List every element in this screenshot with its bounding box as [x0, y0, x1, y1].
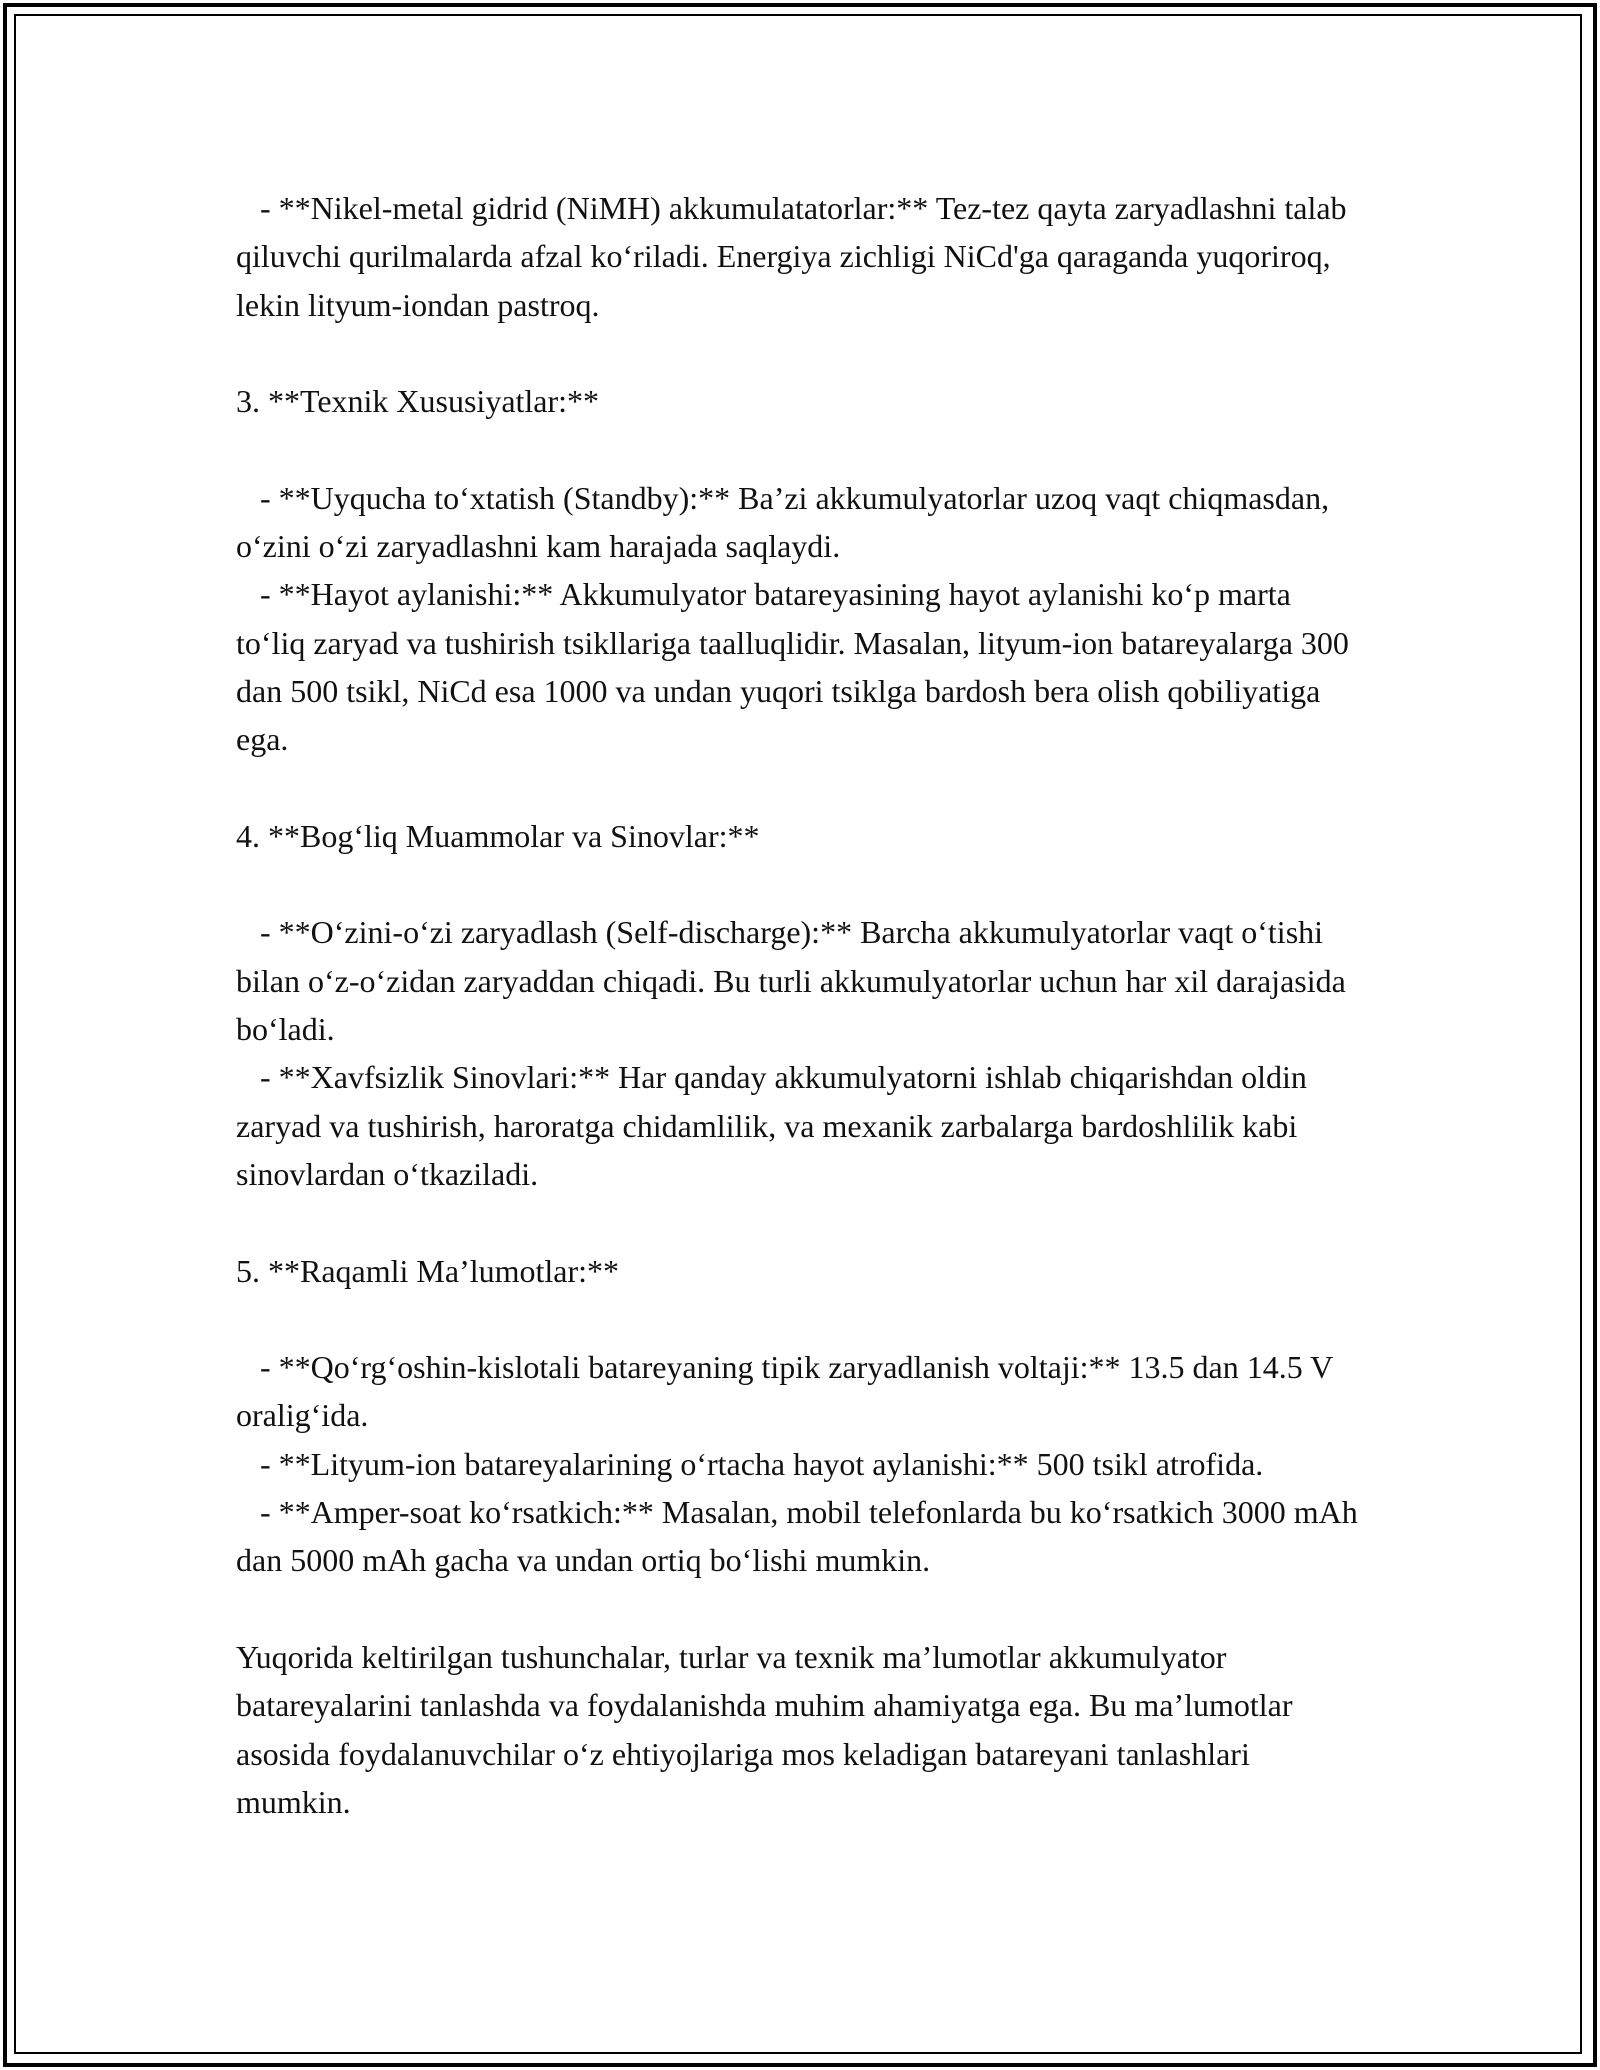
- conclusion-paragraph: Yuqorida keltirilgan tushunchalar, turlar va texnik ma’lumotlar akkumulyator batareyalarini tanlashda va foydalanishda muhim ahamiyatga ega. Bu ma’lumotlar asosida foydalanuvchilar o‘z ehtiyojlariga mos keladigan batareyani tanlashlari mumkin.: [236, 1638, 1301, 1820]
- safety-tests-bullet: - **Xavfsizlik Sinovlari:** Har qanday akkumulyatorni ishlab chiqarishdan oldin zaryad va tushirish, haroratga chidamlilik, va mexanik zarbalarga bardoshlilik kabi sinovlardan o‘tkaziladi.: [236, 1059, 1315, 1192]
- self-discharge-bullet: - **O‘zini-o‘zi zaryadlash (Self-discharge):** Barcha akkumulyatorlar vaqt o‘tishi bilan o‘z-o‘zidan zaryaddan chiqadi. Bu turli akkumulyatorlar uchun har xil darajasida bo‘ladi.: [236, 914, 1354, 1048]
- amp-hour-bullet: - **Amper-soat ko‘rsatkich:** Masalan, mobil telefonlarda bu ko‘rsatkich 3000 mAh dan 5000 mAh gacha va undan ortiq bo‘lishi mumkin.: [236, 1494, 1366, 1579]
- section-3-heading: 3. **Texnik Xususiyatlar:**: [236, 383, 600, 420]
- lead-acid-voltage-bullet: - **Qo‘rg‘oshin-kislotali batareyaning tipik zaryadlanish voltaji:** 13.5 dan 14.5 V oralig‘ida.: [236, 1349, 1341, 1434]
- document-body: [236, 184, 1366, 1826]
- standby-bullet: - **Uyqucha to‘xtatish (Standby):** Ba’zi akkumulyatorlar uzoq vaqt chiqmasdan, o‘zini o‘zi zaryadlashni kam harajada saqlaydi.: [236, 479, 1338, 565]
- section-5-heading: 5. **Raqamli Ma’lumotlar:**: [236, 1252, 620, 1289]
- cycle-life-bullet: - **Hayot aylanishi:** Akkumulyator batareyasining hayot aylanishi ko‘p marta to‘liq zaryad va tushirish tsikllariga taalluqlidir. Masalan, lityum-ion batareyalarga 300 dan 500 tsikl, NiCd esa 1000 va undan yuqori tsiklga bardosh bera olish qobiliyatiga ega.: [236, 576, 1357, 758]
- li-ion-cycle-bullet: - **Lityum-ion batareyalarining o‘rtacha hayot aylanishi:** 500 tsikl atrofida.: [236, 1445, 1264, 1482]
- section-4-heading: 4. **Bog‘liq Muammolar va Sinovlar:**: [236, 817, 760, 854]
- nimh-bullet: - **Nikel-metal gidrid (NiMH) akkumulatatorlar:** Tez-tez qayta zaryadlashni talab qiluvchi qurilmalarda afzal ko‘riladi. Energiya zichligi NiCd'ga qaraganda yuqoriroq, lekin lityum-iondan pastroq.: [236, 190, 1355, 323]
